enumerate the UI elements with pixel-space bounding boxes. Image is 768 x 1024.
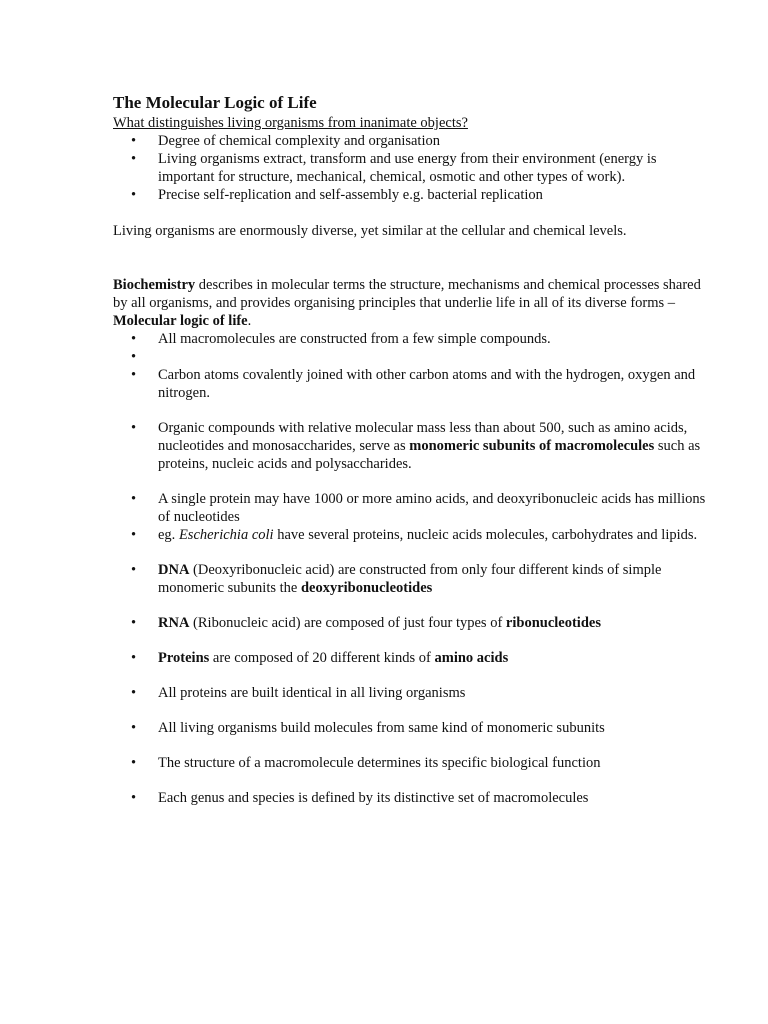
- bullet-icon: •: [131, 685, 137, 701]
- bullet-icon: •: [131, 133, 137, 149]
- bullet-icon: •: [131, 491, 137, 507]
- characteristics-list: [113, 132, 708, 204]
- biochemistry-term: Biochemistry: [113, 277, 196, 293]
- bullet-icon: •: [131, 527, 137, 543]
- list-item: • Carbon atoms covalently joined with other carbon atoms and with the hydrogen, oxygen and nitrogen.: [131, 367, 696, 401]
- list-item: • Each genus and species is defined by its distinctive set of macromolecules: [131, 790, 589, 806]
- section-question: What distinguishes living organisms from inanimate objects?: [113, 115, 468, 131]
- list-item: • Organic compounds with relative molecular mass less than about 500, such as amino acids, nucleotides and monosaccharides, serve as monomeric subunits of macromolecules such as proteins, nucleic acids and polysaccharides.: [131, 420, 701, 472]
- list-item: • All macromolecules are constructed from a few simple compounds.: [131, 331, 551, 347]
- list-item: • Proteins are composed of 20 different kinds of amino acids: [131, 650, 509, 666]
- list-item: • All living organisms build molecules from same kind of monomeric subunits: [131, 720, 605, 736]
- bullet-icon: •: [131, 331, 137, 347]
- page-title: The Molecular Logic of Life: [113, 93, 317, 112]
- molecular-logic-emphasis: Molecular logic of life: [113, 313, 248, 329]
- list-item: • A single protein may have 1000 or more amino acids, and deoxyribonucleic acids has millions of nucleotides: [131, 491, 706, 525]
- list-item: • The structure of a macromolecule determines its specific biological function: [131, 755, 601, 771]
- macromolecule-facts-list: [113, 330, 708, 807]
- bullet-icon: •: [131, 187, 137, 203]
- list-item: • Living organisms extract, transform and use energy from their environment (energy is important for structure, mechanical, chemical, osmotic and other types of work).: [131, 151, 657, 185]
- list-item-empty: [113, 348, 708, 366]
- bullet-icon: •: [131, 367, 137, 383]
- list-item: • eg. Escherichia coli have several proteins, nucleic acids molecules, carbohydrates and lipids.: [131, 527, 698, 543]
- diversity-paragraph: Living organisms are enormously diverse, yet similar at the cellular and chemical levels.: [113, 223, 627, 239]
- list-item: • Precise self-replication and self-assembly e.g. bacterial replication: [131, 187, 543, 203]
- bullet-icon: •: [131, 349, 137, 365]
- bullet-icon: •: [131, 755, 137, 771]
- list-item: • DNA (Deoxyribonucleic acid) are constructed from only four different kinds of simple monomeric subunits the deoxyribonucleotides: [131, 562, 662, 596]
- bullet-icon: •: [131, 420, 137, 436]
- list-item: • RNA (Ribonucleic acid) are composed of just four types of ribonucleotides: [131, 615, 601, 631]
- bullet-icon: •: [131, 650, 137, 666]
- list-item: • Degree of chemical complexity and organisation: [131, 133, 440, 149]
- bullet-icon: •: [131, 615, 137, 631]
- biochemistry-paragraph: Biochemistry describes in molecular terms the structure, mechanisms and chemical processes shared by all organisms, and provides organising principles that underlie life in all of its diverse forms – Molecular logic of life.: [113, 277, 701, 329]
- bullet-icon: •: [131, 151, 137, 167]
- list-item: • All proteins are built identical in all living organisms: [131, 685, 466, 701]
- bullet-icon: •: [131, 790, 137, 806]
- bullet-icon: •: [131, 562, 137, 578]
- bullet-icon: •: [131, 720, 137, 736]
